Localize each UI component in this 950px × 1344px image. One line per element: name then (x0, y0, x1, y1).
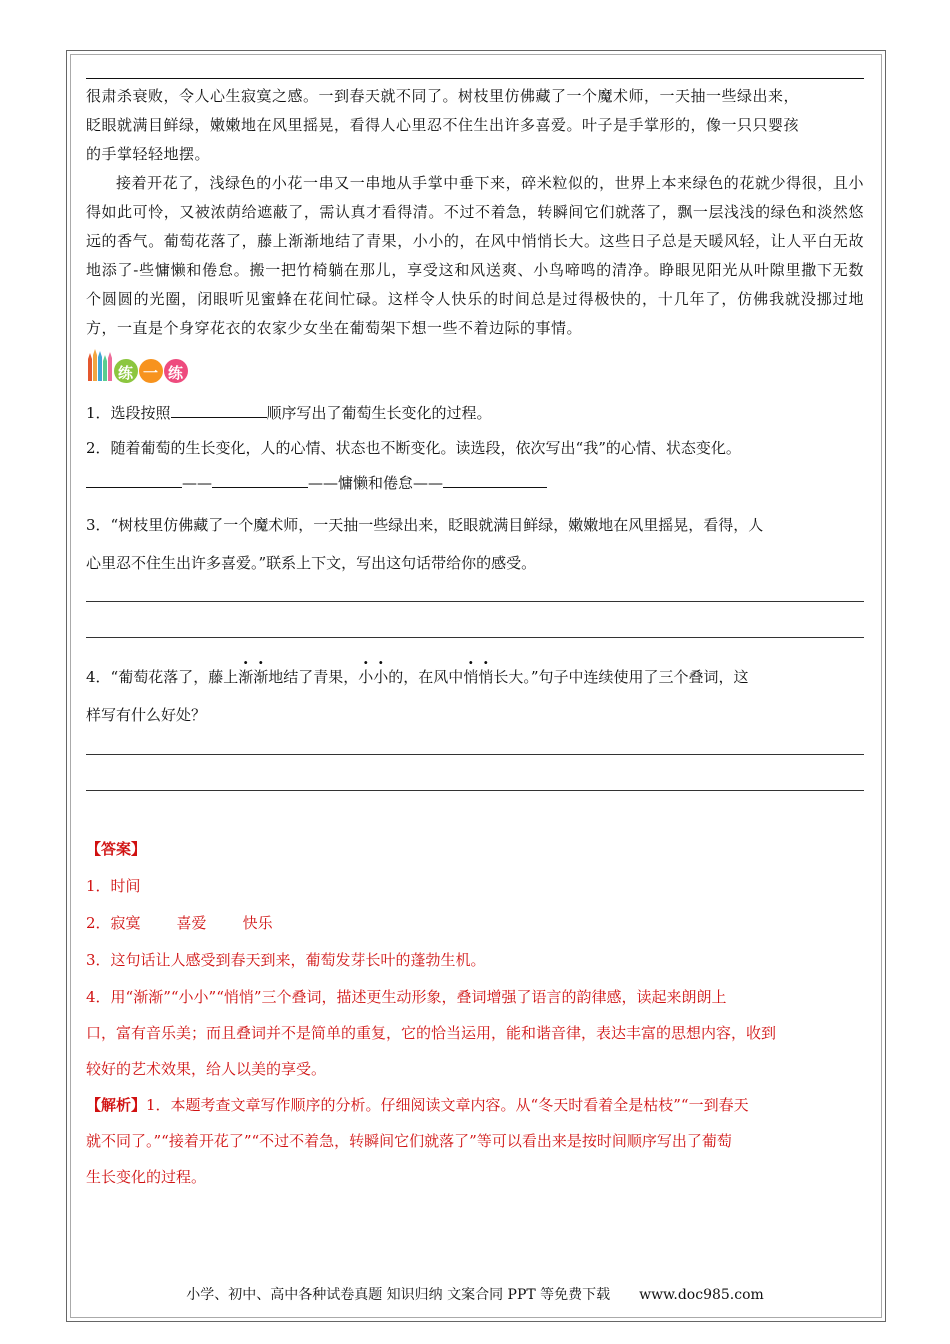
answer-4-line: 口，富有音乐美；而且叠词并不是简单的重复，它的恰当运用，能和谐音律，表达丰富的思想内容，收到 (86, 1024, 777, 1042)
analysis-label: 【解析】 (86, 1096, 147, 1114)
answer-4-line: 较好的艺术效果，给人以美的享受。 (86, 1060, 327, 1078)
footer-url[interactable]: www.doc985.com (639, 1287, 764, 1303)
q2-blank-3[interactable] (443, 471, 547, 488)
logo-char-3: 练 (168, 364, 184, 382)
passage-line: 的手掌轻轻地摆。 (86, 145, 211, 163)
answer-3: 3．这句话让人感受到春天到来，葡萄发芽长叶的蓬勃生机。 (86, 951, 486, 969)
q2-blank-2[interactable] (212, 471, 308, 488)
answer-line[interactable] (86, 754, 864, 755)
logo-char-2: 一 (143, 364, 159, 382)
analysis-text: 1．本题考查文章写作顺序的分析。仔细阅读文章内容。从“冬天时看着全是枯枝”“一到春天 (146, 1096, 749, 1114)
q1-blank[interactable] (171, 401, 267, 418)
q1-prefix: 1．选段按照 (86, 404, 171, 422)
analysis-line (86, 1087, 864, 1123)
page-footer (0, 1284, 950, 1304)
answer-line[interactable] (86, 790, 864, 791)
passage-paragraph: 接着开花了，浅绿色的小花一串又一串地从手掌中垂下来，碎米粒似的，世界上本来绿色的花就少得很，且小得如此可怜，又被浓荫给遮蔽了，需认真才看得清。不过不着急，转瞬间它们就落了，飘一层浅浅的绿色和淡然悠远的香气。葡萄花落了，藤上渐渐地结了青果，小小的，在风中悄悄长大。这些日子总是天暖风轻，让人平白无故地添了-些慵懒和倦怠。搬一把竹椅躺在那儿，享受这和风送爽、小鸟啼鸣的清净。睁眼见阳光从叶隙里撒下无数个圆圆的光圈，闭眼听见蜜蜂在花间忙碌。这样令人快乐的时间总是过得极快的，十几年了，仿佛我就没挪过地方，一直是个身穿花衣的农家少女坐在葡萄架下想一些不着边际的事情。 (86, 174, 864, 337)
q4-part-a: 4．“葡萄花落了，藤上 (86, 668, 239, 686)
q4-dotted-char: 渐 (253, 668, 269, 686)
answer-2-item: 快乐 (242, 914, 273, 932)
q2-blank-1[interactable] (86, 471, 182, 488)
reading-passage (86, 82, 864, 343)
q4-dotted-char: 小 (358, 668, 374, 686)
answer-2 (86, 905, 864, 942)
q1-suffix: 顺序写出了葡萄生长变化的过程。 (266, 404, 492, 422)
q4-dotted-char: 悄 (478, 668, 494, 686)
q4-part-b: 地结了青果， (268, 668, 359, 686)
question-3 (86, 506, 864, 638)
footer-text: 小学、初中、高中各种试卷真题 知识归纳 文案合同 PPT 等免费下载 (186, 1287, 611, 1303)
answer-2-item: 喜爱 (176, 914, 207, 932)
answer-4-line: 4．用“渐渐”“小小”“悄悄”三个叠词，描述更生动形象，叠词增强了语言的韵律感，读起来朗朗上 (86, 988, 727, 1006)
practice-section-logo (86, 345, 864, 389)
analysis-line: 生长变化的过程。 (86, 1168, 207, 1186)
q4-line-2: 样写有什么好处？ (86, 706, 207, 724)
q2-text: 2．随着葡萄的生长变化，人的心情、状态也不断变化。读选段，依次写出“我”的心情、状态变化。 (86, 439, 741, 457)
logo-char-1: 练 (118, 364, 134, 382)
answers-section (86, 831, 864, 1195)
answer-2-item: 2．寂寞 (86, 914, 141, 932)
header-rule (86, 78, 864, 79)
q3-line-1: 3．“树枝里仿佛藏了一个魔术师，一天抽一些绿出来，眨眼就满目鲜绿，嫩嫩地在风里摇晃，看得，人 (86, 516, 764, 534)
q2-dash: —— (182, 474, 212, 492)
q4-part-d: 长大。”句子中连续使用了三个叠词，这 (493, 668, 749, 686)
passage-line: 很肃杀衰败，令人心生寂寞之感。一到春天就不同了。树枝里仿佛藏了一个魔术师，一天抽一些绿出来， (86, 87, 800, 105)
page-content (86, 82, 864, 1195)
q4-part-c: 的，在风中 (388, 668, 464, 686)
question-2 (86, 434, 864, 498)
q4-dotted-char: 悄 (463, 668, 479, 686)
passage-line: 眨眼就满目鲜绿，嫩嫩地在风里摇晃，看得人心里忍不住生出许多喜爱。叶子是手掌形的，像一只只婴孩 (86, 116, 800, 134)
question-4 (86, 658, 864, 791)
q4-dotted-char: 渐 (238, 668, 254, 686)
question-1 (86, 399, 864, 428)
answer-line[interactable] (86, 601, 864, 602)
answer-line[interactable] (86, 637, 864, 638)
q4-dotted-char: 小 (373, 668, 389, 686)
q3-line-2: 心里忍不住生出许多喜爱。”联系上下文，写出这句话带给你的感受。 (86, 554, 537, 572)
q2-mid: ——慵懒和倦怠—— (308, 474, 444, 492)
answer-1: 1．时间 (86, 877, 141, 895)
analysis-line: 就不同了。”“接着开花了”“不过不着急，转瞬间它们就落了”等可以看出来是按时间顺序写出了葡萄 (86, 1132, 732, 1150)
answer-heading: 【答案】 (86, 840, 147, 858)
